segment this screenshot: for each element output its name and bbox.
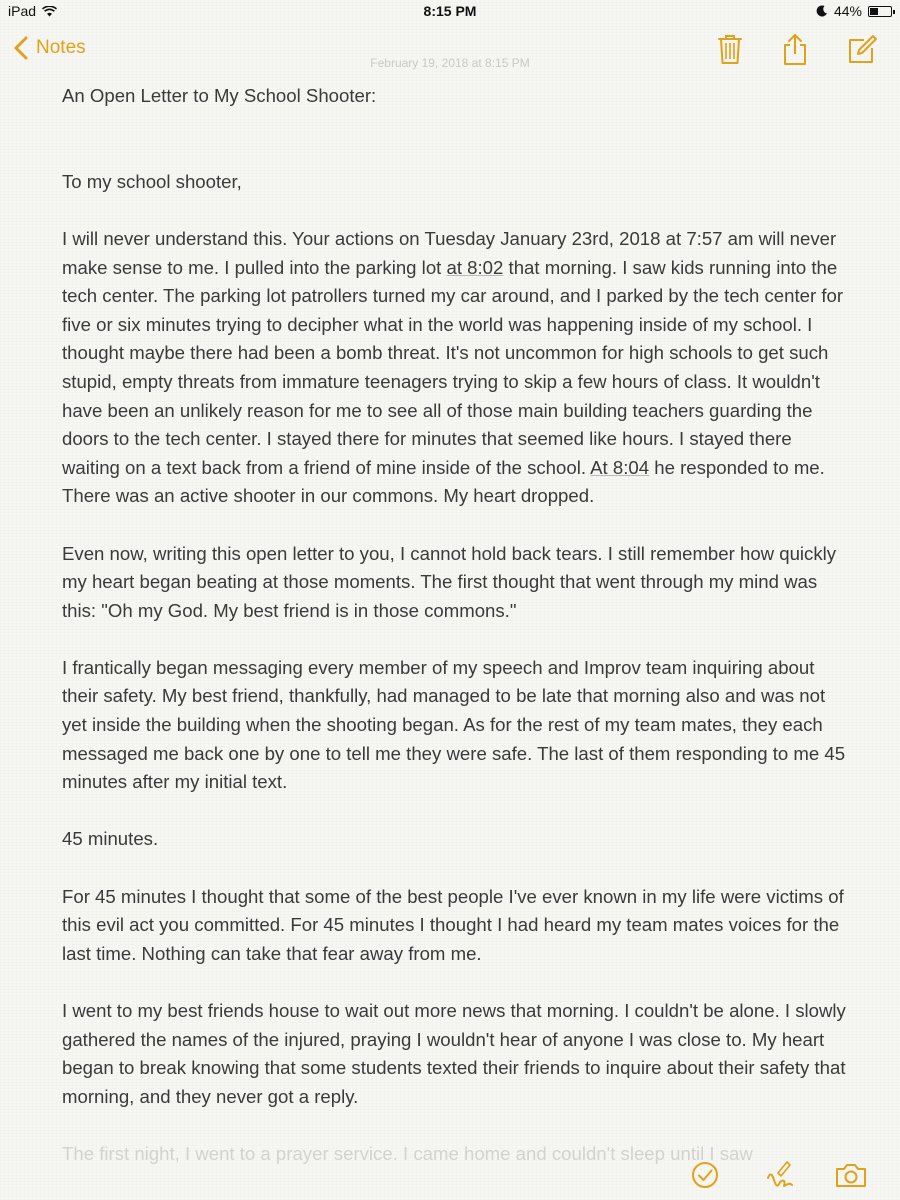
back-label: Notes [36,37,86,58]
nav-bar [0,24,900,76]
checklist-icon[interactable] [688,1158,722,1192]
sketch-icon[interactable] [762,1158,796,1192]
paragraph-4: 45 minutes. [62,828,159,850]
share-icon[interactable] [779,32,811,66]
note-body[interactable] [62,82,852,1187]
time-link-8-02[interactable]: at 8:02 [446,256,504,278]
paragraph-3: I frantically began messaging every member of my speech and Improv team inquiring about their safety. My best friend, thankfully, had managed to be late that morning also and was not yet inside the building when the shooting began. As for the rest of my team mates, they each messaged me back one by one to tell me they were safe. The last of them responding to me 45 minutes after my initial text. [62,656,851,793]
time-link-8-04[interactable]: At 8:04 [590,456,650,478]
battery-fill [870,8,878,15]
paragraph-6: I went to my best friends house to wait out more news that morning. I couldn't be alone. I slowly gathered the names of the injured, praying I wouldn't hear of anyone I was close to. My heart began to break knowing that some students texted their friends to inquire about their safety that morning, and they never got a reply. [62,1000,852,1107]
status-time: 8:15 PM [423,3,477,19]
paragraph-1-text-c: he responded to me. There was an active shooter in our commons. My heart dropped. [62,456,830,507]
bottom-toolbar [0,1152,900,1200]
paragraph-2: Even now, writing this open letter to you, I cannot hold back tears. I still remember how quickly my heart began beating at those moments. The first thought that went through my mind was this: "Oh my God. My best friend is in those commons." [62,542,842,621]
trash-icon[interactable] [714,32,746,66]
note-date: February 19, 2018 at 8:15 PM [370,56,530,70]
moon-icon [816,5,828,17]
camera-icon[interactable] [834,1158,868,1192]
compose-icon[interactable] [846,32,878,66]
paragraph-1 [62,225,852,511]
paragraph-7-partial: The first night, I went to a prayer service. I came home and couldn't sleep until I saw [62,1142,753,1164]
paragraph-5: For 45 minutes I thought that some of the best people I've ever known in my life were victims of this evil act you committed. For 45 minutes I thought I had heard my team mates voices for the last time. Nothing can take that fear away from me. [62,885,849,964]
status-bar [0,0,900,24]
status-right [816,3,892,19]
device-name: iPad [8,3,37,19]
battery-icon [868,6,892,17]
note-title: An Open Letter to My School Shooter: [62,85,377,106]
note-greeting: To my school shooter, [62,170,242,192]
paragraph-1-text-a: I will never understand this. Your actions on Tuesday January 23rd, 2018 at 7:57 am will never make sense to me. I pulled into the parking lot [62,227,842,278]
battery-percent: 44% [833,3,862,19]
paragraph-1-text-b: that morning. I saw kids running into the tech center. The parking lot patrollers turned my car around, and I parked by the tech center for five or six minutes trying to decipher what in the world was happening inside of my school. I thought maybe there had been a bomb threat. It's not uncommon for high schools to get such stupid, empty threats from immature teenagers trying to skip a few hours of class. It wouldn't have been an unlikely reason for me to see all of those main building teachers guarding the doors to the tech center. I stayed there for minutes that seemed like hours. I stayed there waiting on a text back from a friend of mine inside of the school. [62,256,849,478]
